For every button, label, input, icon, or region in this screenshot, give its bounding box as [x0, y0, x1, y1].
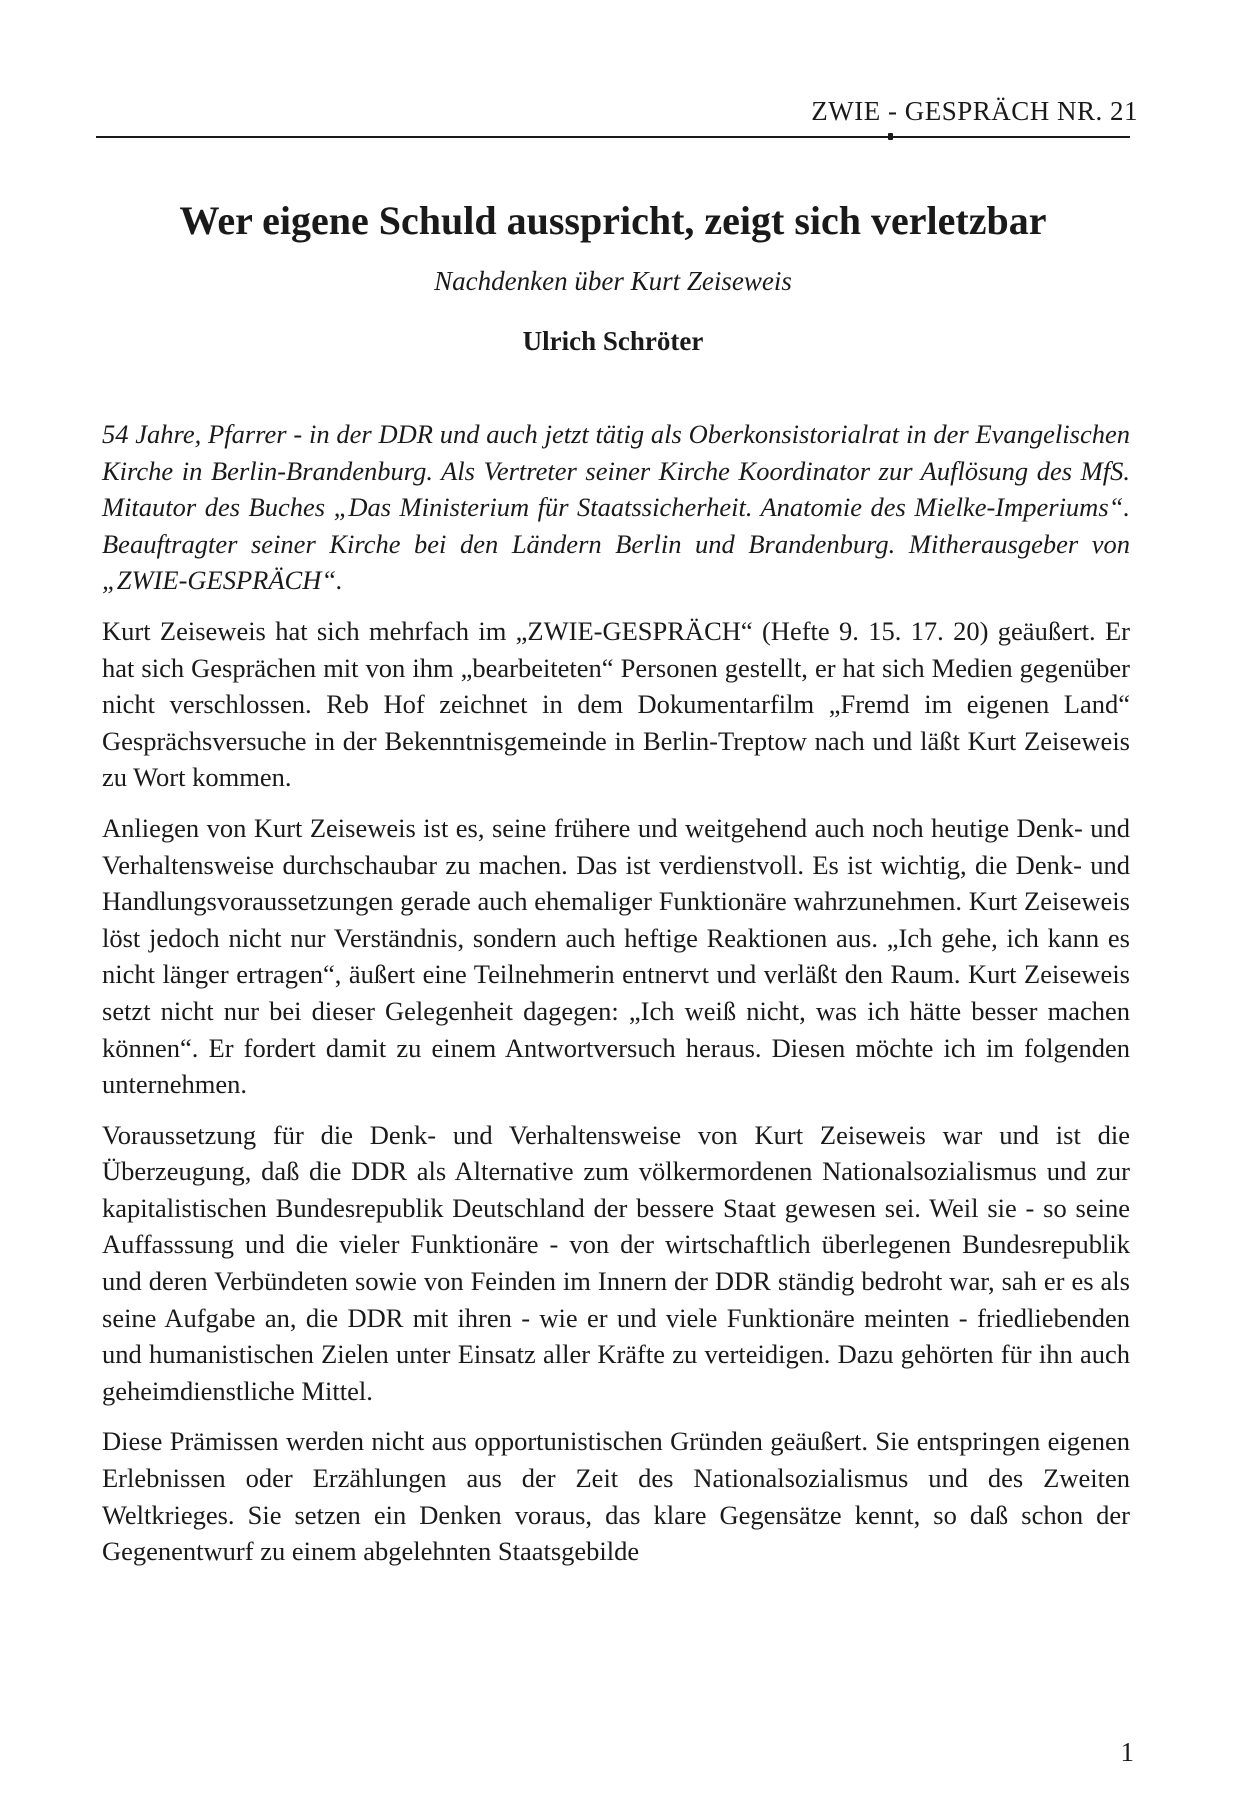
header-rule-mark: [888, 133, 893, 140]
body-paragraph: Voraussetzung für die Denk- und Verhaltensweise von Kurt Zeiseweis war und ist die Überzeugung, daß die DDR als Alternative zum völkermordenen Nationalsozialismus und zur kapitalistischen Bundesrepublik Deutschland der bessere Staat gewesen sei. Weil sie - so seine Auffasssung und die vieler Funktionäre - von der wirtschaftlich überlegenen Bundesrepublik und deren Verbündeten sowie von Feinden im Innern der DDR ständig bedroht war, sah er es als seine Aufgabe an, die DDR mit ihren - wie er und viele Funktionäre meinten - friedliebenden und humanistischen Zielen unter Einsatz aller Kräfte zu verteidigen. Dazu gehörten für ihn auch geheimdienstliche Mittel.: [102, 1119, 1130, 1406]
article-author: Ulrich Schröter: [522, 326, 704, 356]
running-header: ZWIE - GESPRÄCH NR. 21: [811, 96, 1138, 126]
body-paragraph: Kurt Zeiseweis hat sich mehrfach im „ZWIE-GESPRÄCH“ (Hefte 9. 15. 17. 20) geäußert. Er hat sich Gesprächen mit von ihm „bearbeiteten“ Personen gestellt, er hat sich Medien gegenüber nicht verschlossen. Reb Hof zeichnet in dem Dokumentarfilm „Fremd im eigenen Land“ Gesprächsversuche in der Bekenntnisgemeinde in Berlin-Treptow nach und läßt Kurt Zeiseweis zu Wort kommen.: [102, 615, 1130, 793]
author-bio: 54 Jahre, Pfarrer - in der DDR und auch jetzt tätig als Oberkonsistorialrat in der Evangelischen Kirche in Berlin-Brandenburg. Als Vertreter seiner Kirche Koordinator zur Auflösung des MfS. Mitautor des Buches „Das Ministerium für Staatssicherheit. Anatomie des Mielke-Imperiums“. Beauftragter seiner Kirche bei den Ländern Berlin und Brandenburg. Mitherausgeber von „ZWIE-GESPRÄCH“.: [102, 419, 1130, 596]
article-body: [102, 416, 1130, 1584]
body-paragraph: Diese Prämissen werden nicht aus opportunistischen Gründen geäußert. Sie entspringen eigenen Erlebnissen oder Erzählungen aus der Zeit des Nationalsozialismus und des Zweiten Weltkrieges. Sie setzen ein Denken voraus, das klare Gegensätze kennt, so daß schon der Gegenentwurf zu einem abgelehnten Staatsgebilde: [102, 1426, 1130, 1567]
article-subtitle: Nachdenken über Kurt Zeiseweis: [434, 266, 792, 296]
body-paragraph: Anliegen von Kurt Zeiseweis ist es, seine frühere und weitgehend auch noch heutige Denk- und Verhaltensweise durchschaubar zu machen. Das ist verdienstvoll. Es ist wichtig, die Denk- und Handlungsvoraussetzungen gerade auch ehemaliger Funktionäre wahrzunehmen. Kurt Zeiseweis löst jedoch nicht nur Verständnis, sondern auch heftige Reaktionen aus. „Ich gehe, ich kann es nicht länger ertragen“, äußert eine Teilnehmerin entnervt und verläßt den Raum. Kurt Zeiseweis setzt nicht nur bei dieser Gelegenheit dagegen: „Ich weiß nicht, was ich hätte besser machen können“. Er fordert damit zu einem Antwortversuch heraus. Diesen möchte ich im folgenden unternehmen.: [102, 812, 1130, 1100]
header-rule: [96, 136, 1130, 138]
page-number: 1: [1120, 1737, 1134, 1767]
article-title: Wer eigene Schuld ausspricht, zeigt sich verletzbar: [179, 198, 1047, 243]
